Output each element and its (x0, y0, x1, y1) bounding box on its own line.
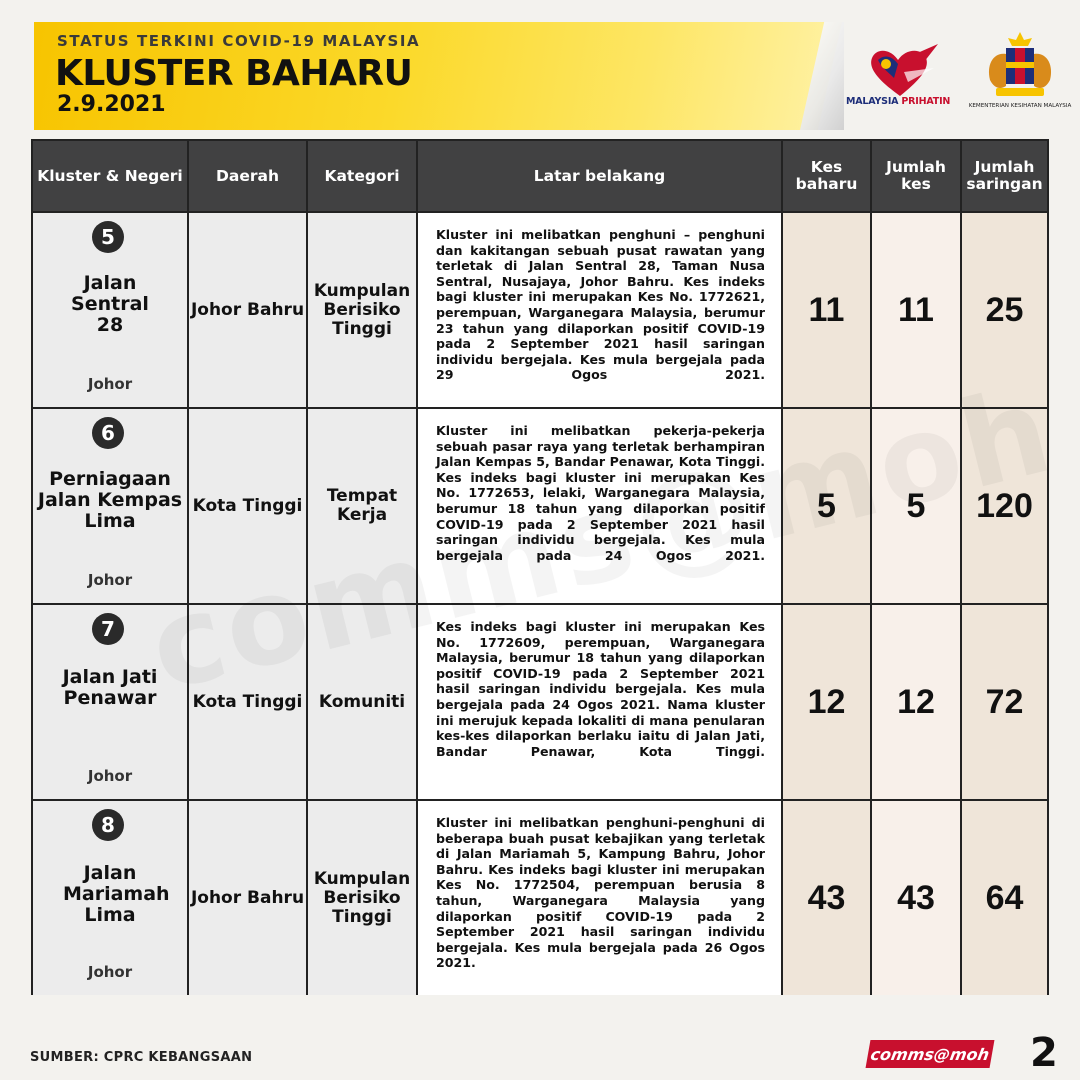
grid-line (960, 141, 962, 993)
table-row (33, 409, 1047, 603)
grid-line (33, 407, 1047, 409)
latar-text: Kluster ini melibatkan pekerja-pekerja sebuah pasar raya yang terletak berhampiran Jalan Kempas 5, Bandar Penawar, Kota Tinggi. Kes indeks bagi kluster ini merupakan Kes No. 1772653, lelaki, Warganegara Malaysia, berumur 18 tahun yang dilaporkan positif COVID-19 pada 2 September 2021 hasil saringan individu bergejala. Kes mula bergejala pada 24 Ogos 2021. (436, 423, 765, 563)
latar-cell (418, 801, 781, 995)
kategori-value: Kumpulan Berisiko Tinggi (313, 868, 411, 927)
latar-cell (418, 213, 781, 407)
daerah-value: Johor Bahru (190, 888, 305, 908)
daerah-cell (189, 605, 306, 799)
header-subtitle: STATUS TERKINI COVID-19 MALAYSIA (57, 32, 421, 50)
col-header-jumlah-saringan: Jumlah saringan (962, 141, 1047, 211)
daerah-cell (189, 409, 306, 603)
cluster-state: Johor (87, 767, 133, 785)
prihatin-text-part1: MALAYSIA (846, 96, 899, 107)
kluster-cell (33, 801, 187, 995)
grid-line (306, 141, 308, 993)
cluster-name: Jalan Sentral 28 (71, 272, 149, 336)
jumlah-saringan-value: 72 (985, 682, 1024, 721)
table-row (33, 801, 1047, 995)
kes-baharu-cell (783, 605, 870, 799)
kategori-value: Komuniti (318, 691, 406, 712)
prihatin-text-part2: PRIHATIN (901, 96, 951, 107)
cluster-number-badge: 5 (92, 221, 124, 253)
grid-line (187, 141, 189, 993)
kes-baharu-cell (783, 213, 870, 407)
page-number: 2 (1030, 1030, 1058, 1076)
kategori-value: Tempat Kerja (326, 486, 398, 525)
cluster-name: Jalan Jati Penawar (62, 666, 158, 709)
cluster-table (31, 139, 1049, 995)
col-header-daerah: Daerah (189, 141, 306, 211)
cluster-name: Jalan Mariamah Lima (63, 862, 170, 926)
cluster-state: Johor (87, 375, 133, 393)
latar-text: Kluster ini melibatkan penghuni-penghuni di beberapa buah pusat kebajikan yang terletak di Jalan Mariamah 5, Kampung Bahru, Johor Bahru. Kes indeks bagi kluster ini merupakan Kes No. 1772504, perempuan berusia 8 tahun, Warganegara Malaysia yang dilaporkan positif COVID-19 pada 2 September 2021 hasil saringan individu bergejala. Kes mula bergejala pada 26 Ogos 2021. (436, 815, 765, 971)
latar-cell (418, 409, 781, 603)
jumlah-kes-cell (872, 213, 960, 407)
daerah-cell (189, 213, 306, 407)
jumlah-kes-cell (872, 409, 960, 603)
kluster-cell (33, 605, 187, 799)
grid-line (781, 141, 783, 993)
cluster-number-badge: 7 (92, 613, 124, 645)
kategori-cell (308, 213, 416, 407)
daerah-cell (189, 801, 306, 995)
daerah-value: Johor Bahru (190, 300, 305, 320)
latar-cell (418, 605, 781, 799)
kategori-cell (308, 801, 416, 995)
col-header-kluster: Kluster & Negeri (33, 141, 187, 211)
comms-moh-badge: comms@moh (866, 1040, 995, 1068)
jumlah-saringan-value: 64 (985, 878, 1024, 917)
cluster-state: Johor (87, 963, 133, 981)
kategori-cell (308, 409, 416, 603)
kategori-cell (308, 605, 416, 799)
table-row (33, 605, 1047, 799)
jumlah-saringan-value: 25 (985, 290, 1024, 329)
jumlah-kes-value: 43 (897, 878, 935, 917)
kategori-value: Kumpulan Berisiko Tinggi (313, 280, 411, 339)
grid-line (33, 603, 1047, 605)
jumlah-saringan-cell (962, 213, 1047, 407)
jumlah-kes-value: 5 (906, 486, 926, 525)
grid-line (870, 141, 872, 993)
jumlah-kes-cell (872, 605, 960, 799)
grid-line (33, 799, 1047, 801)
daerah-value: Kota Tinggi (192, 692, 303, 712)
cluster-number-badge: 8 (92, 809, 124, 841)
col-header-kategori: Kategori (308, 141, 416, 211)
coat-of-arms-icon (972, 30, 1068, 104)
table-row (33, 213, 1047, 407)
col-header-jumlah-kes: Jumlah kes (872, 141, 960, 211)
col-header-kes-baharu: Kes baharu (783, 141, 870, 211)
grid-line (33, 211, 1047, 213)
jumlah-saringan-value: 120 (976, 486, 1033, 525)
jumlah-saringan-cell (962, 605, 1047, 799)
jumlah-saringan-cell (962, 801, 1047, 995)
latar-text: Kluster ini melibatkan penghuni – penghuni dan kakitangan sebuah pusat rawatan yang terletak di Jalan Sentral 28, Taman Nusa Sentral, Nusajaya, Johor Bahru. Kes indeks bagi kluster ini merupakan Kes No. 1772621, perempuan, Warganegara Malaysia, berumur 23 tahun yang dilaporkan positif COVID-19 pada 2 September 2021 hasil saringan individu bergejala. Kes mula bergejala pada 29 Ogos 2021. (436, 227, 765, 383)
kes-baharu-value: 12 (807, 682, 846, 721)
kes-baharu-value: 5 (817, 486, 836, 525)
grid-line (416, 141, 418, 993)
kes-baharu-value: 43 (807, 878, 846, 917)
header-date: 2.9.2021 (57, 92, 166, 117)
kkm-label: KEMENTERIAN KESIHATAN MALAYSIA (968, 103, 1072, 109)
jumlah-kes-value: 12 (897, 682, 935, 721)
page-title: KLUSTER BAHARU (55, 53, 413, 94)
cluster-name: Perniagaan Jalan Kempas Lima (37, 468, 183, 532)
jumlah-saringan-cell (962, 409, 1047, 603)
kes-baharu-cell (783, 801, 870, 995)
cluster-state: Johor (87, 571, 133, 589)
kluster-cell (33, 409, 187, 603)
jumlah-kes-cell (872, 801, 960, 995)
kes-baharu-cell (783, 409, 870, 603)
kluster-cell (33, 213, 187, 407)
jumlah-kes-value: 11 (898, 290, 934, 329)
daerah-value: Kota Tinggi (192, 496, 303, 516)
latar-text: Kes indeks bagi kluster ini merupakan Kes No. 1772609, perempuan, Warganegara Malaysia, berumur 18 tahun yang dilaporkan positif COVID-19 pada 2 September 2021 hasil saringan individu bergejala. Kes mula bergejala pada 24 Ogos 2021. Nama kluster ini merujuk kepada lokaliti di mana penularan kes-kes dilaporkan berlaku iaitu di Jalan Jati, Bandar Penawar, Kota Tinggi. (436, 619, 765, 759)
malaysia-prihatin-label (846, 96, 950, 107)
cluster-number-badge: 6 (92, 417, 124, 449)
source-note: SUMBER: CPRC KEBANGSAAN (30, 1050, 253, 1065)
kes-baharu-value: 11 (808, 290, 845, 329)
col-header-latar: Latar belakang (418, 141, 781, 211)
